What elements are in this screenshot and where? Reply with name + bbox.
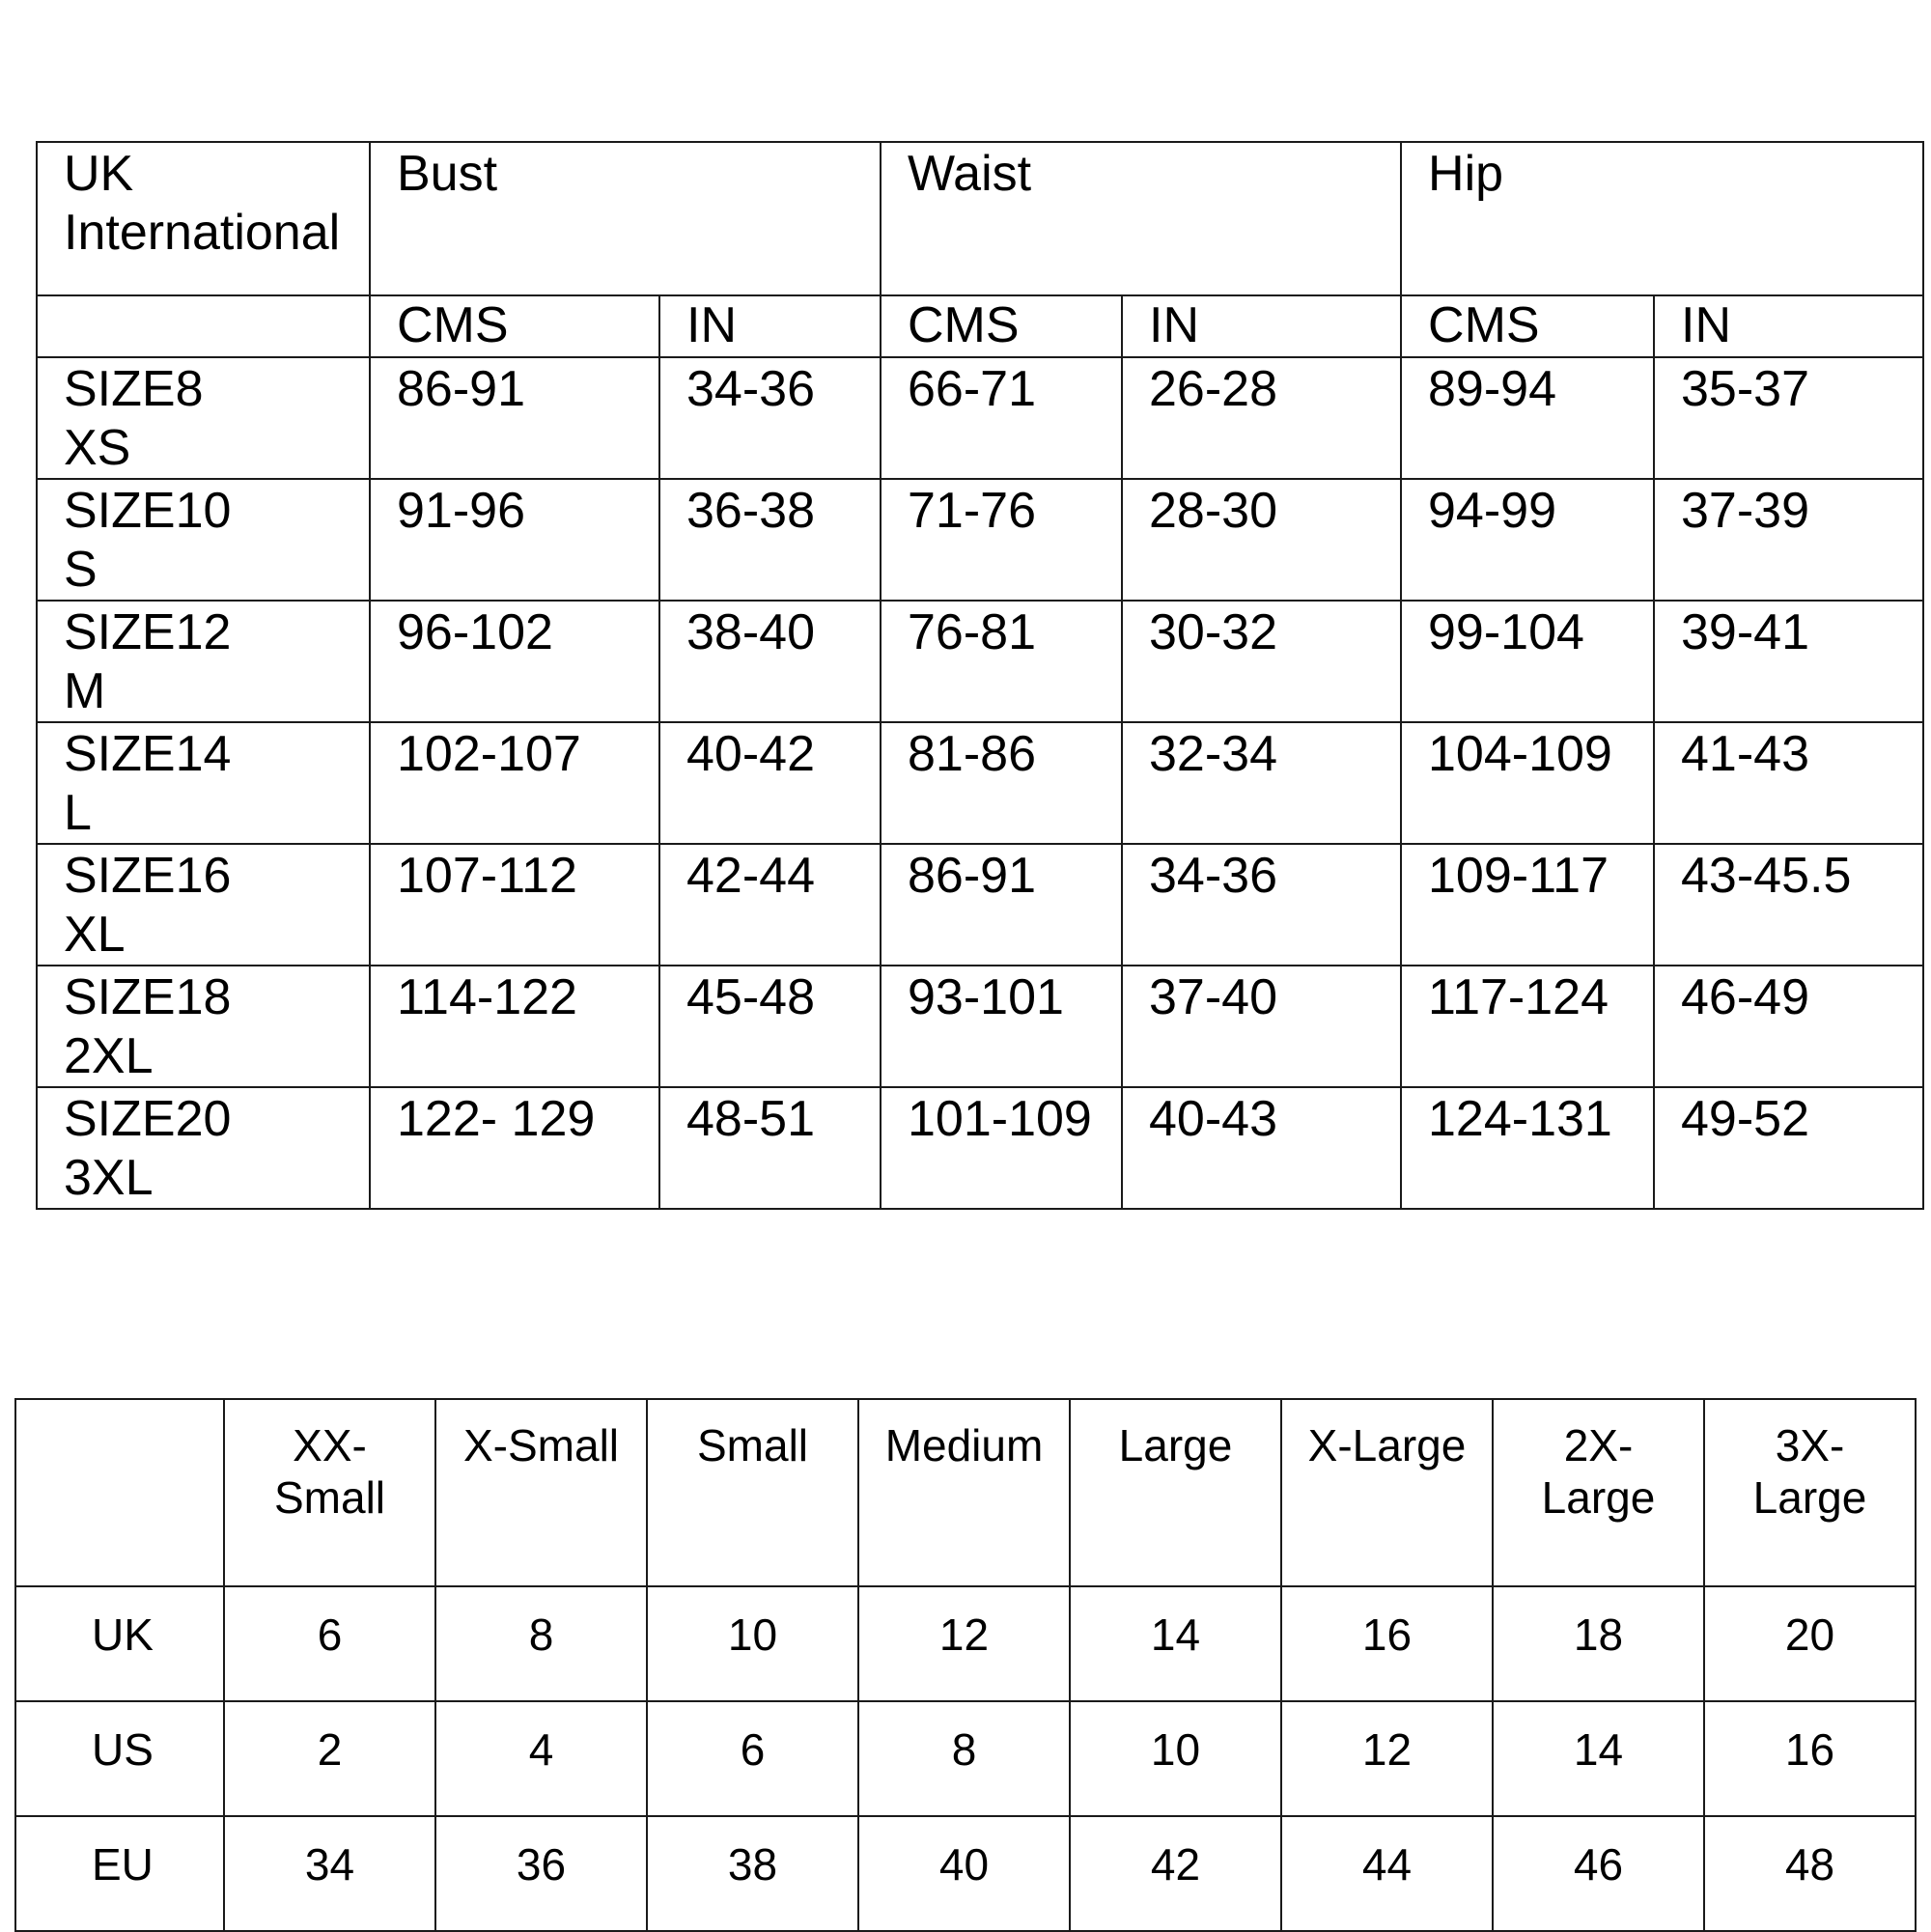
conversion-size-header bbox=[224, 1399, 435, 1586]
conversion-size-value: 14 bbox=[1070, 1586, 1281, 1701]
size-conversion-table bbox=[14, 1398, 1917, 1932]
bust-in-value: 38-40 bbox=[659, 601, 881, 722]
hip-in-value: 43-45.5 bbox=[1654, 844, 1923, 966]
conversion-size-value: 6 bbox=[224, 1586, 435, 1701]
conversion-size-value: 14 bbox=[1493, 1701, 1704, 1816]
size-row bbox=[37, 844, 1923, 966]
size-header-line: X-Small bbox=[462, 1420, 620, 1470]
waist-in-value: 28-30 bbox=[1122, 479, 1401, 601]
bust-cms-value: 102-107 bbox=[370, 722, 659, 844]
conversion-size-header bbox=[1493, 1399, 1704, 1586]
size-row bbox=[37, 966, 1923, 1087]
size-header-line: 2X- bbox=[1563, 1420, 1634, 1470]
bust-cms-value: 91-96 bbox=[370, 479, 659, 601]
conversion-size-value: 2 bbox=[224, 1701, 435, 1816]
waist-header: Waist bbox=[881, 142, 1401, 295]
bust-in-value: 42-44 bbox=[659, 844, 881, 966]
waist-cms-value: 76-81 bbox=[881, 601, 1122, 722]
size-header-line: Large bbox=[1752, 1472, 1867, 1523]
size-measurements-table bbox=[36, 141, 1924, 1210]
international-size-label: 2XL bbox=[64, 1028, 154, 1084]
size-header-line: Large bbox=[1541, 1472, 1656, 1523]
hip-cms-value: 89-94 bbox=[1401, 357, 1654, 479]
bust-in-value: 34-36 bbox=[659, 357, 881, 479]
conversion-row bbox=[15, 1701, 1916, 1816]
waist-in-value: 40-43 bbox=[1122, 1087, 1401, 1209]
waist-in-value: 30-32 bbox=[1122, 601, 1401, 722]
conversion-size-header bbox=[1070, 1399, 1281, 1586]
size-header-international: International bbox=[64, 205, 341, 261]
units-empty-cell bbox=[37, 295, 370, 357]
conversion-size-value: 20 bbox=[1704, 1586, 1916, 1701]
conversion-size-header bbox=[647, 1399, 858, 1586]
conversion-corner-cell bbox=[15, 1399, 224, 1586]
size-row bbox=[37, 1087, 1923, 1209]
hip-in-value: 49-52 bbox=[1654, 1087, 1923, 1209]
region-label: EU bbox=[15, 1816, 224, 1931]
waist-in-value: 34-36 bbox=[1122, 844, 1401, 966]
size-label-cell bbox=[37, 601, 370, 722]
hip-cms-value: 109-117 bbox=[1401, 844, 1654, 966]
size-header-line: XX- bbox=[293, 1420, 367, 1470]
conversion-size-value: 16 bbox=[1704, 1701, 1916, 1816]
hip-cms-value: 104-109 bbox=[1401, 722, 1654, 844]
conversion-size-value: 12 bbox=[1281, 1701, 1493, 1816]
conversion-size-value: 16 bbox=[1281, 1586, 1493, 1701]
bust-cms-value: 107-112 bbox=[370, 844, 659, 966]
size-label-cell bbox=[37, 844, 370, 966]
conversion-size-value: 6 bbox=[647, 1701, 858, 1816]
hip-in-value: 39-41 bbox=[1654, 601, 1923, 722]
waist-cms-value: 93-101 bbox=[881, 966, 1122, 1087]
conversion-size-value: 42 bbox=[1070, 1816, 1281, 1931]
uk-size-label: SIZE12 bbox=[64, 604, 232, 660]
international-size-label: S bbox=[64, 542, 98, 598]
international-size-label: XS bbox=[64, 420, 131, 476]
hip-cms-value: 99-104 bbox=[1401, 601, 1654, 722]
waist-cms-header: CMS bbox=[881, 295, 1122, 357]
size-row bbox=[37, 722, 1923, 844]
waist-in-value: 37-40 bbox=[1122, 966, 1401, 1087]
conversion-size-value: 34 bbox=[224, 1816, 435, 1931]
bust-header: Bust bbox=[370, 142, 881, 295]
conversion-size-value: 38 bbox=[647, 1816, 858, 1931]
international-size-label: 3XL bbox=[64, 1150, 154, 1206]
uk-size-label: SIZE8 bbox=[64, 361, 204, 417]
international-size-label: L bbox=[64, 785, 92, 841]
international-size-label: XL bbox=[64, 907, 126, 963]
conversion-size-value: 10 bbox=[647, 1586, 858, 1701]
conversion-size-value: 8 bbox=[435, 1586, 647, 1701]
size-header-uk: UK bbox=[64, 146, 134, 202]
waist-cms-value: 101-109 bbox=[881, 1087, 1122, 1209]
bust-cms-value: 114-122 bbox=[370, 966, 659, 1087]
measurements-body bbox=[37, 142, 1923, 1209]
units-row bbox=[37, 295, 1923, 357]
measurements-header-row bbox=[37, 142, 1923, 295]
hip-cms-header: CMS bbox=[1401, 295, 1654, 357]
hip-in-value: 35-37 bbox=[1654, 357, 1923, 479]
conversion-row bbox=[15, 1586, 1916, 1701]
waist-in-value: 26-28 bbox=[1122, 357, 1401, 479]
size-column-header bbox=[37, 142, 370, 295]
conversion-size-value: 4 bbox=[435, 1701, 647, 1816]
conversion-size-value: 10 bbox=[1070, 1701, 1281, 1816]
waist-in-value: 32-34 bbox=[1122, 722, 1401, 844]
bust-in-value: 40-42 bbox=[659, 722, 881, 844]
waist-in-header: IN bbox=[1122, 295, 1401, 357]
size-header-line: 3X- bbox=[1775, 1420, 1845, 1470]
bust-cms-header: CMS bbox=[370, 295, 659, 357]
bust-cms-value: 96-102 bbox=[370, 601, 659, 722]
conversion-row bbox=[15, 1816, 1916, 1931]
region-label: US bbox=[15, 1701, 224, 1816]
bust-in-value: 45-48 bbox=[659, 966, 881, 1087]
size-label-cell bbox=[37, 479, 370, 601]
hip-cms-value: 94-99 bbox=[1401, 479, 1654, 601]
conversion-body bbox=[15, 1399, 1916, 1931]
uk-size-label: SIZE16 bbox=[64, 848, 232, 904]
size-label-cell bbox=[37, 1087, 370, 1209]
waist-cms-value: 81-86 bbox=[881, 722, 1122, 844]
bust-in-value: 48-51 bbox=[659, 1087, 881, 1209]
size-header-line: Medium bbox=[884, 1420, 1044, 1470]
waist-cms-value: 66-71 bbox=[881, 357, 1122, 479]
hip-header: Hip bbox=[1401, 142, 1923, 295]
conversion-size-header bbox=[1704, 1399, 1916, 1586]
conversion-size-header bbox=[435, 1399, 647, 1586]
size-label-cell bbox=[37, 357, 370, 479]
bust-cms-value: 122- 129 bbox=[370, 1087, 659, 1209]
size-label-cell bbox=[37, 966, 370, 1087]
uk-size-label: SIZE10 bbox=[64, 483, 232, 539]
size-label-cell bbox=[37, 722, 370, 844]
conversion-size-value: 40 bbox=[858, 1816, 1070, 1931]
conversion-size-value: 44 bbox=[1281, 1816, 1493, 1931]
hip-in-value: 41-43 bbox=[1654, 722, 1923, 844]
conversion-size-header bbox=[1281, 1399, 1493, 1586]
conversion-size-value: 48 bbox=[1704, 1816, 1916, 1931]
size-header-line: Small bbox=[696, 1420, 809, 1470]
size-header-line: Large bbox=[1118, 1420, 1233, 1470]
conversion-size-value: 46 bbox=[1493, 1816, 1704, 1931]
uk-size-label: SIZE20 bbox=[64, 1091, 232, 1147]
size-row bbox=[37, 601, 1923, 722]
region-label: UK bbox=[15, 1586, 224, 1701]
size-header-line: Small bbox=[273, 1472, 386, 1523]
hip-cms-value: 124-131 bbox=[1401, 1087, 1654, 1209]
waist-cms-value: 71-76 bbox=[881, 479, 1122, 601]
hip-cms-value: 117-124 bbox=[1401, 966, 1654, 1087]
hip-in-header: IN bbox=[1654, 295, 1923, 357]
bust-cms-value: 86-91 bbox=[370, 357, 659, 479]
bust-in-header: IN bbox=[659, 295, 881, 357]
uk-size-label: SIZE14 bbox=[64, 726, 232, 782]
bust-in-value: 36-38 bbox=[659, 479, 881, 601]
hip-in-value: 46-49 bbox=[1654, 966, 1923, 1087]
waist-cms-value: 86-91 bbox=[881, 844, 1122, 966]
conversion-size-header bbox=[858, 1399, 1070, 1586]
conversion-size-value: 18 bbox=[1493, 1586, 1704, 1701]
conversion-header-row bbox=[15, 1399, 1916, 1586]
conversion-size-value: 12 bbox=[858, 1586, 1070, 1701]
hip-in-value: 37-39 bbox=[1654, 479, 1923, 601]
size-row bbox=[37, 479, 1923, 601]
uk-size-label: SIZE18 bbox=[64, 969, 232, 1025]
conversion-size-value: 8 bbox=[858, 1701, 1070, 1816]
conversion-size-value: 36 bbox=[435, 1816, 647, 1931]
size-header-line: X-Large bbox=[1307, 1420, 1467, 1470]
size-row bbox=[37, 357, 1923, 479]
international-size-label: M bbox=[64, 663, 106, 719]
